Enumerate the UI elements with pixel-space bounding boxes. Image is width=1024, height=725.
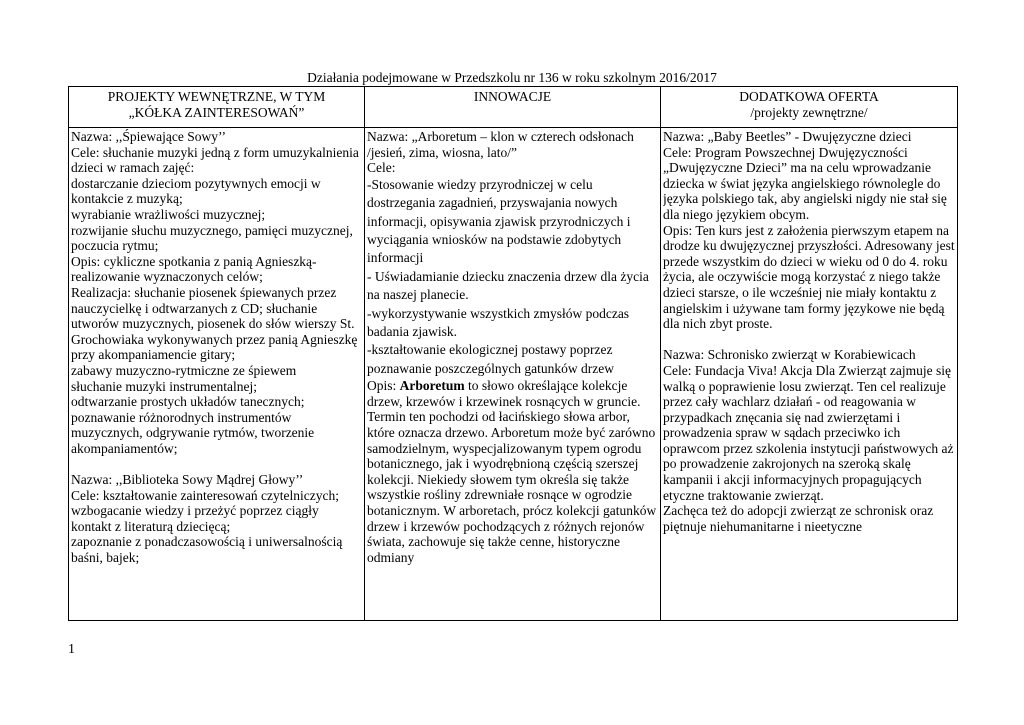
table-content-row xyxy=(69,128,958,621)
paragraph: Cele: Fundacja Viva! Akcja Dla Zwierząt zajmuje się walką o poprawienie losu zwierząt. Ten cel realizuje przez cały wachlarz działań - od reagowania w przypadkach znęcania się nad zwierzętami i prowadzenia spraw w sądach przeciwko ich oprawcom przez szkolenia instytucji państwowych aż po prowadzenie zakrojonych na szeroką skalę kampanii i akcji informacyjnych propagujących etyczne traktowanie zwierząt. xyxy=(663,362,954,503)
header-additional-line1: DODATKOWA OFERTA xyxy=(739,89,879,104)
header-additional-offer xyxy=(661,87,958,128)
paragraph: odtwarzanie prostych układów tanecznych; xyxy=(71,394,305,410)
header-internal-line1: PROJEKTY WEWNĘTRZNE, W TYM xyxy=(107,89,326,104)
header-internal-line2: „KÓŁKA ZAINTERESOWAŃ” xyxy=(128,104,305,120)
paragraph: Cele: słuchanie muzyki jedną z form umuzykalnienia dzieci w ramach zajęć: xyxy=(71,144,359,176)
internal-projects-cell xyxy=(69,128,365,621)
paragraph: wyrabianie wrażliwości muzycznej; xyxy=(71,206,266,222)
arboretum-description: Opis: Arboretum to słowo określające kolekcje drzew, krzewów i krzewinek rosnących w gruncie. Termin ten pochodzi od łacińskiego słowa arbor, które oznacza drzewo. Arboretum może być zarówno samodzielnym, wyspecjalizowanym typem ogrodu botanicznego, jak i wyodrębnioną częścią szerszej kolekcji. Niekiedy słowem tym określa się także wszystkie rośliny zdrewniałe rosnące w ogrodzie botanicznym. W arboretach, prócz kolekcji gatunków drzew i krzewów pochodzących z różnych rejonów świata, zachowuje się także cenne, historyczne odmiany xyxy=(367,378,657,565)
arboretum-term: Arboretum xyxy=(399,378,465,394)
paragraph: -wykorzystywanie wszystkich zmysłów podczas badania zjawisk. xyxy=(367,305,630,340)
paragraph: Nazwa: „Arboretum – klon w czterech odsłonach /jesień, zima, wiosna, lato/” xyxy=(367,129,634,160)
paragraph: zabawy muzyczno-rytmiczne ze śpiewem xyxy=(71,362,297,378)
paragraph: Cele: Program Powszechnej Dwujęzyczności „Dwujęzyczne Dzieci” ma na celu wprowadzanie dziecka w świat języka angielskiego równolegle do języka polskiego tak, aby angielski nigdy nie stał się dla niego językiem obcym. xyxy=(663,144,947,222)
innovations-cell xyxy=(365,128,661,621)
header-innovations-label: INNOWACJE xyxy=(473,89,552,104)
paragraph: dostarczanie dzieciom pozytywnych emocji w kontakcie z muzyką; xyxy=(71,175,321,207)
paragraph: rozwijanie słuchu muzycznego, pamięci muzycznej, poczucia rytmu; xyxy=(71,222,353,254)
header-innovations xyxy=(365,87,661,128)
document-title: Działania podejmowane w Przedszkolu nr 136 w roku szkolnym 2016/2017 xyxy=(307,70,717,85)
paragraph: Cele: kształtowanie zainteresowań czytelniczych; xyxy=(71,487,340,503)
paragraph: Nazwa: Schronisko zwierząt w Korabiewicach xyxy=(663,347,916,363)
paragraph: - Uświadamianie dziecku znaczenia drzew dla życia na naszej planecie. xyxy=(367,268,649,303)
page-number: 1 xyxy=(68,642,75,657)
paragraph: Opis: Ten kurs jest z założenia pierwszym etapem na drodze ku dwujęzycznej przyszłości. Adresowany jest przede wszystkim do dzieci w wieku od 0 do 4. roku życia, ale oczywiście mogą korzystać z niego także dzieci starsze, o ile wcześniej nie miały kontaktu z angielskim i używane tam formy językowe nie będą dla nich zbyt proste. xyxy=(663,222,955,332)
header-additional-line2: /projekty zewnętrzne/ xyxy=(750,104,868,120)
paragraph: Opis: cykliczne spotkania z panią Agnieszką- realizowanie wyznaczonych celów; xyxy=(71,253,317,285)
paragraph: -kształtowanie ekologicznej postawy poprzez poznawanie poszczególnych gatunków drzew xyxy=(367,342,615,376)
activities-table xyxy=(68,86,958,621)
additional-offer-cell xyxy=(661,128,958,621)
paragraph: -Stosowanie wiedzy przyrodniczej w celu dostrzegania zagadnień, przyswajania nowych informacji, opisywania zjawisk przyrodniczych i wyciągania wniosków na podstawie zdobytych informacji xyxy=(367,176,631,266)
paragraph: zapoznanie z ponadczasowością i uniwersalnością baśni, bajek; xyxy=(71,534,343,566)
paragraph: wzbogacanie wiedzy i przeżyć poprzez ciągły kontakt z literaturą dziecięcą; xyxy=(71,503,319,534)
paragraph: Nazwa: ,,Śpiewające Sowy’’ xyxy=(71,129,226,144)
paragraph: Nazwa: „Baby Beetles” - Dwujęzyczne dzieci xyxy=(663,129,912,144)
header-internal-projects xyxy=(69,87,365,128)
table-header-row xyxy=(69,87,958,128)
paragraph: poznawanie różnorodnych instrumentów muzycznych, odgrywanie rytmów, tworzenie akompaniamentów; xyxy=(71,409,315,456)
paragraph: Zachęca też do adopcji zwierząt ze schronisk oraz piętnuje niehumanitarne i nieetyczne xyxy=(663,503,934,534)
paragraph: słuchanie muzyki instrumentalnej; xyxy=(71,378,257,394)
paragraph: Nazwa: ,,Biblioteka Sowy Mądrej Głowy’’ xyxy=(71,472,304,488)
paragraph: Cele: xyxy=(367,160,396,176)
paragraph: Realizacja: słuchanie piosenek śpiewanych przez nauczycielkę i odtwarzanych z CD; słuchanie utworów muzycznych, piosenek do słów wierszy St. Grochowiaka wykonywanych przez panią Agnieszkę przy akompaniamencie gitary; xyxy=(71,284,358,363)
